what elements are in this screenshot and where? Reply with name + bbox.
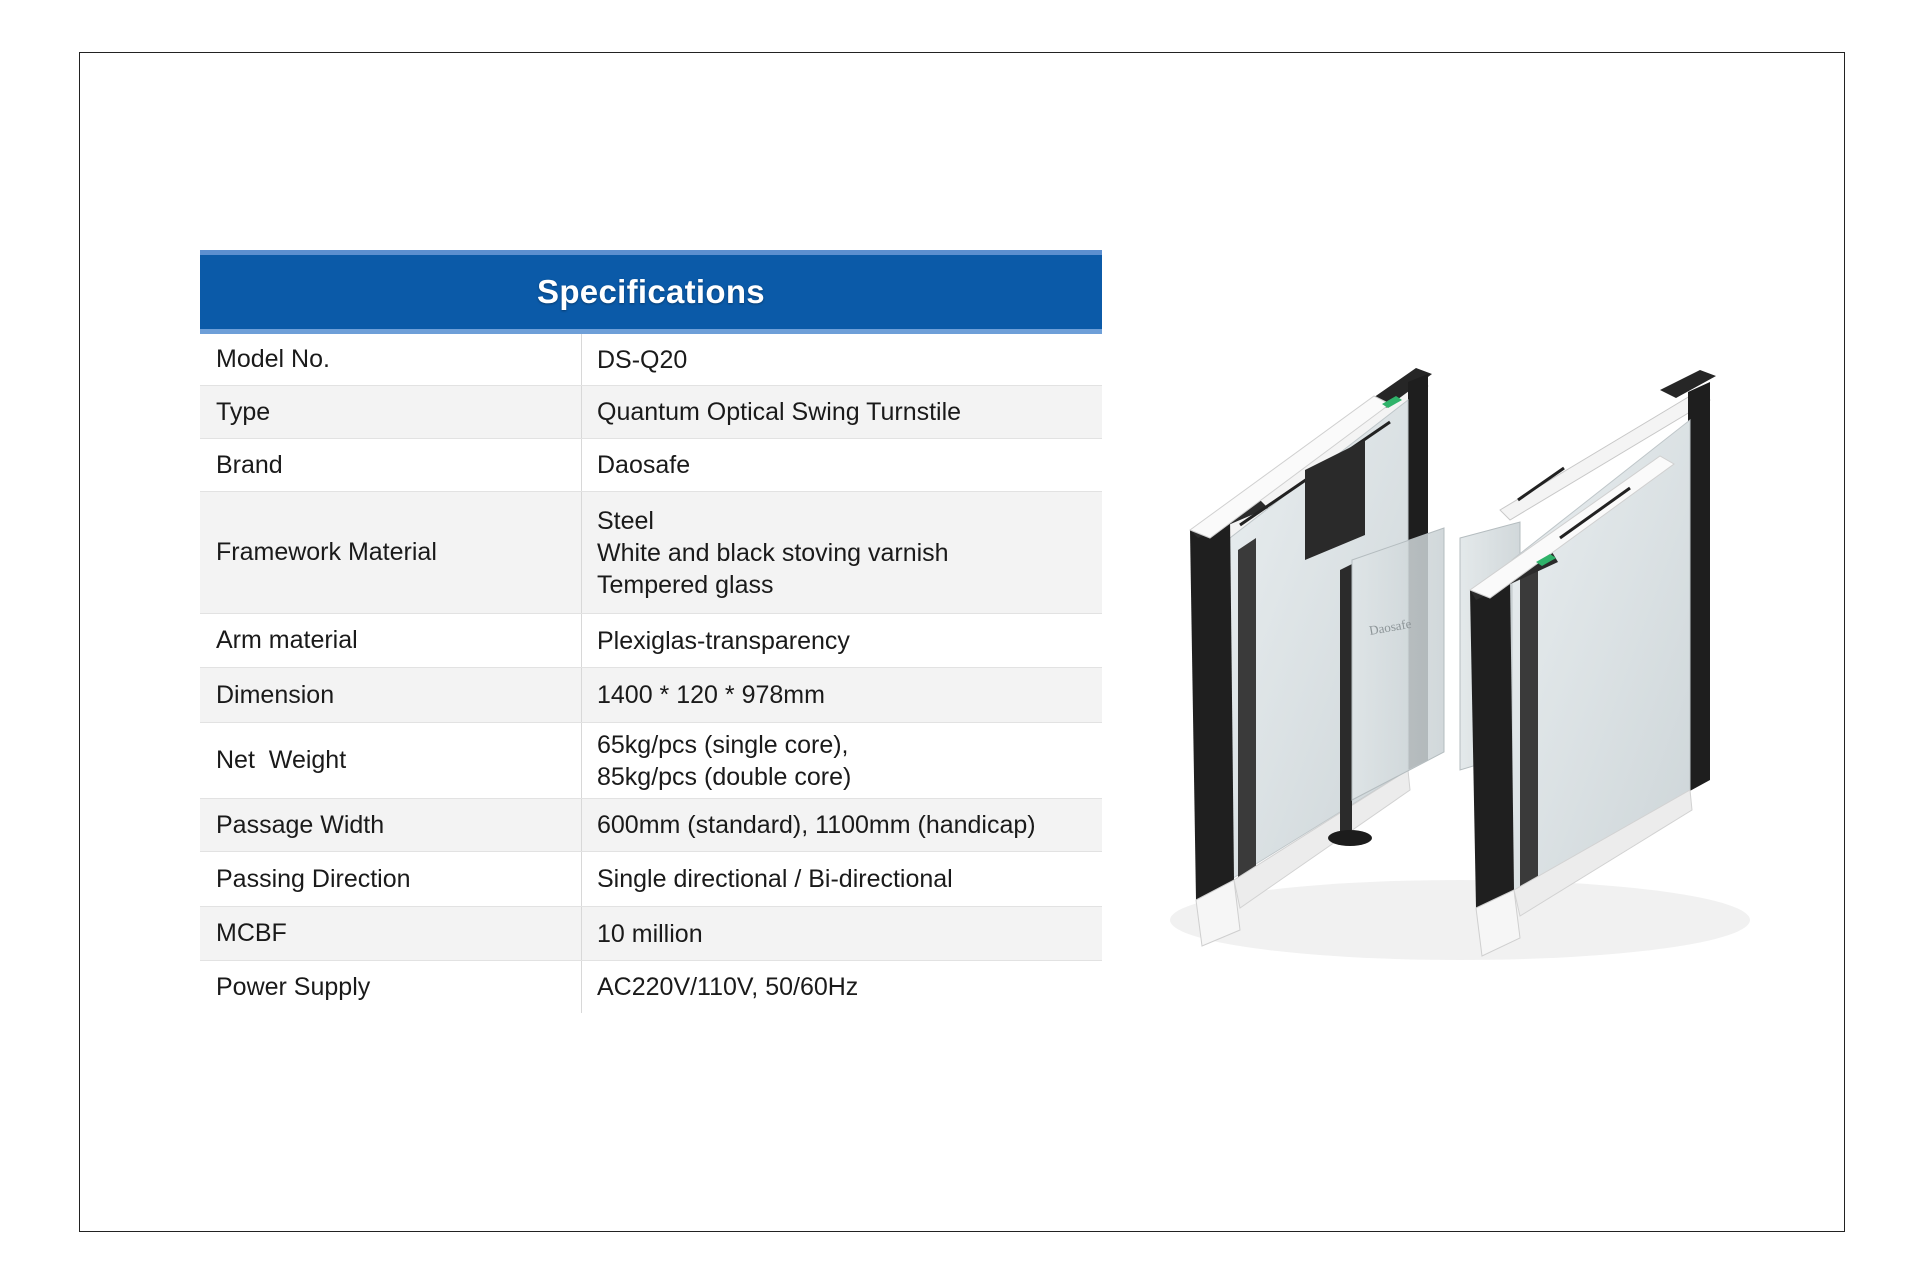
spec-row-dimension xyxy=(200,668,1102,723)
spec-row-arm-material xyxy=(200,614,1102,668)
spec-label: Passage Width xyxy=(200,799,582,851)
spec-label: Brand xyxy=(200,439,582,491)
spec-value xyxy=(582,907,1102,960)
right-turnstile-unit xyxy=(1460,370,1716,956)
spec-row-power-supply xyxy=(200,961,1102,1013)
spec-row-passage-width xyxy=(200,799,1102,852)
glass-lettering-left: Daosafe xyxy=(1367,615,1413,638)
spec-label: Model No. xyxy=(200,334,582,385)
spec-value xyxy=(582,852,1102,906)
spec-value-line: Steel xyxy=(597,506,654,535)
spec-value xyxy=(582,492,1102,613)
spec-value-line: Daosafe xyxy=(597,451,691,479)
spec-row-brand xyxy=(200,439,1102,492)
turnstile-product-image xyxy=(1160,360,1760,1000)
spec-value xyxy=(582,439,1102,491)
spec-label: Framework Material xyxy=(200,492,582,613)
spec-value-line: Quantum Optical Swing Turnstile xyxy=(597,398,962,426)
spec-row-net-weight xyxy=(200,723,1102,799)
specifications-table xyxy=(200,250,1102,1013)
spec-value-line: 600mm (standard), 1100mm (handicap) xyxy=(597,811,1036,839)
spec-value xyxy=(582,723,1102,798)
spec-value xyxy=(582,799,1102,851)
spec-value xyxy=(582,386,1102,438)
spec-value xyxy=(582,334,1102,385)
spec-value-line: White and black stoving varnish xyxy=(597,538,949,567)
spec-value-line: 65kg/pcs (single core), xyxy=(597,730,849,759)
spec-value-line: Single directional / Bi-directional xyxy=(597,865,953,893)
spec-value xyxy=(582,961,1102,1013)
spec-row-framework-material xyxy=(200,492,1102,614)
spec-label: Passing Direction xyxy=(200,852,582,906)
spec-value xyxy=(582,668,1102,722)
spec-row-model xyxy=(200,334,1102,386)
spec-label: MCBF xyxy=(200,907,582,960)
spec-value-line: 85kg/pcs (double core) xyxy=(597,762,852,791)
left-turnstile-unit xyxy=(1190,368,1444,946)
spec-value-line: DS-Q20 xyxy=(597,345,688,374)
spec-value-line: Tempered glass xyxy=(597,570,774,599)
spec-row-passing-direction xyxy=(200,852,1102,907)
spec-value-line: 1400 * 120 * 978mm xyxy=(597,681,825,709)
spec-label: Power Supply xyxy=(200,961,582,1013)
spec-value-line: 10 million xyxy=(597,919,703,948)
spec-row-type xyxy=(200,386,1102,439)
specifications-header xyxy=(200,250,1102,334)
spec-label: Net Weight xyxy=(200,723,582,798)
specifications-title: Specifications xyxy=(537,273,765,310)
spec-value xyxy=(582,614,1102,667)
spec-label: Dimension xyxy=(200,668,582,722)
spec-value-line: AC220V/110V, 50/60Hz xyxy=(597,973,859,1001)
spec-value-line: Plexiglas-transparency xyxy=(597,626,850,655)
spec-label: Type xyxy=(200,386,582,438)
spec-row-mcbf xyxy=(200,907,1102,961)
spec-label: Arm material xyxy=(200,614,582,667)
